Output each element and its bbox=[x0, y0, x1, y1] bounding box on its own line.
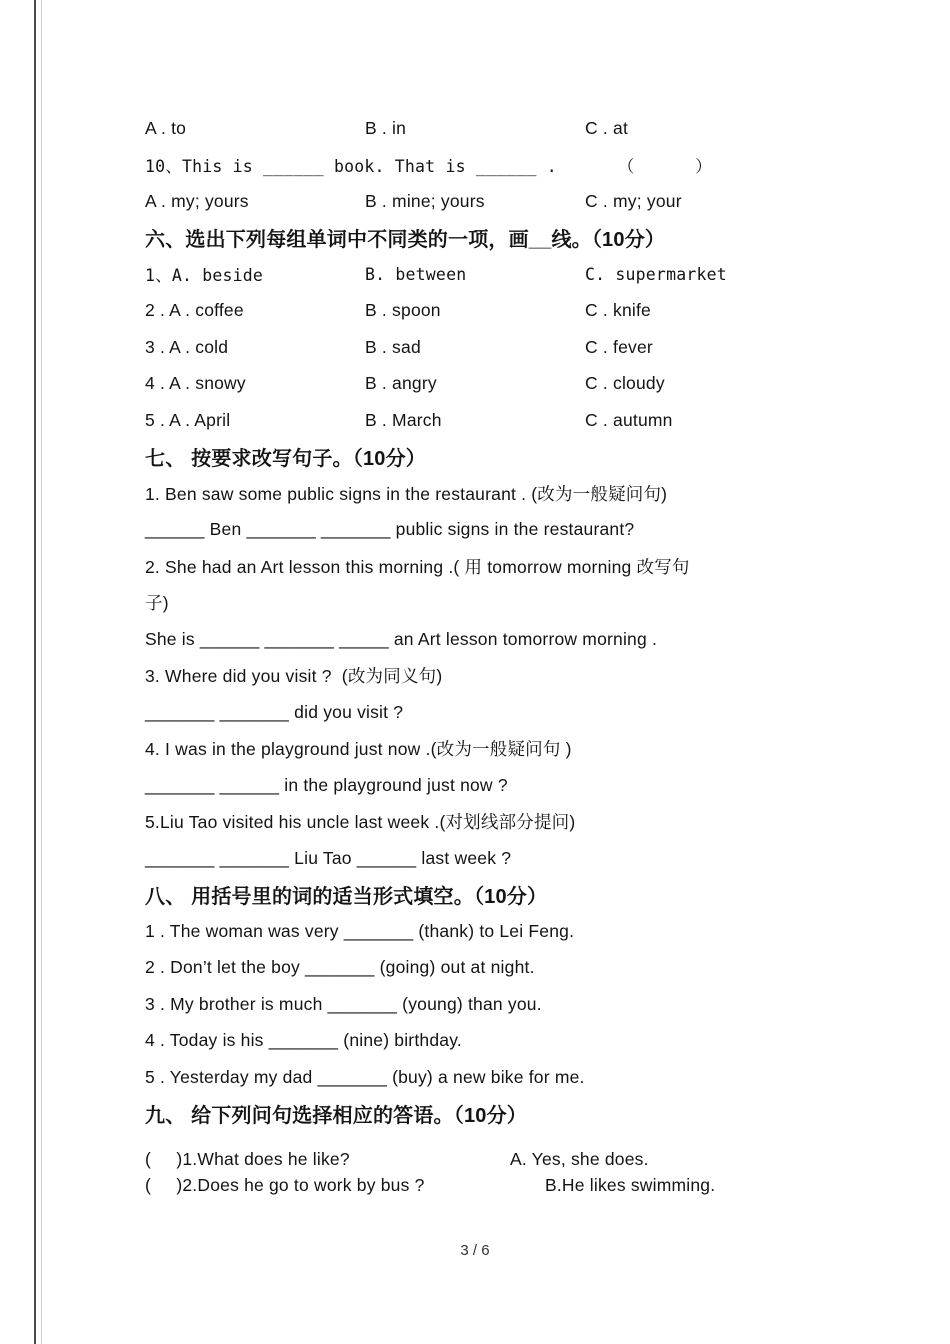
option-b: B . spoon bbox=[365, 300, 441, 321]
question-10-options-row bbox=[145, 183, 817, 220]
matching-question: ( )2.Does he go to work by bus ? bbox=[145, 1174, 425, 1195]
section-7-blank-line-4: _______ ______ in the playground just now ? bbox=[145, 774, 508, 795]
section-6-row-3 bbox=[145, 329, 817, 366]
section-7-blank-line-5: _______ _______ Liu Tao ______ last week ? bbox=[145, 847, 512, 868]
section-9-row-1 bbox=[145, 1146, 817, 1172]
section-7-line-2-wrap: 子) bbox=[145, 593, 169, 614]
option-a: A . to bbox=[145, 117, 187, 138]
section-7-heading: 七、 按要求改写句子。（10分） bbox=[145, 448, 427, 471]
question-9-options-row bbox=[145, 110, 817, 147]
option-c: C . autumn bbox=[585, 409, 673, 430]
option-b: B . in bbox=[365, 117, 407, 138]
option-c: C . my; your bbox=[585, 190, 682, 211]
section-6-row-1 bbox=[145, 256, 817, 293]
option-c: C . fever bbox=[585, 336, 653, 357]
section-7-blank-line-1: ______ Ben _______ _______ public signs in the restaurant? bbox=[145, 519, 635, 540]
section-8-line-1: 1 . The woman was very _______ (thank) to Lei Feng. bbox=[145, 920, 575, 941]
exam-content bbox=[145, 110, 817, 1198]
section-7-blank-line-3: _______ _______ did you visit ? bbox=[145, 701, 404, 722]
section-7-blank-line-2: She is ______ _______ _____ an Art lesson tomorrow morning . bbox=[145, 628, 658, 649]
option-a: 1、A. beside bbox=[145, 266, 264, 286]
option-b: B . March bbox=[365, 409, 442, 430]
matching-answer: B.He likes swimming. bbox=[545, 1174, 716, 1195]
section-8-line-2: 2 . Don’t let the boy _______ (going) out at night. bbox=[145, 957, 535, 978]
option-b: B . mine; yours bbox=[365, 190, 485, 211]
option-a: 4 . A . snowy bbox=[145, 373, 246, 394]
option-a: 5 . A . April bbox=[145, 409, 231, 430]
section-8-line-3: 3 . My brother is much _______ (young) than you. bbox=[145, 993, 542, 1014]
section-6-row-2 bbox=[145, 293, 817, 330]
option-a: 3 . A . cold bbox=[145, 336, 229, 357]
section-8-heading: 八、 用括号里的词的适当形式填空。（10分） bbox=[145, 886, 548, 909]
question-10-stem: 10、This is ______ book. That is ______ . （ ） bbox=[145, 156, 712, 176]
option-c: C. supermarket bbox=[585, 264, 727, 284]
option-c: C . at bbox=[585, 117, 629, 138]
matching-answer: A. Yes, she does. bbox=[510, 1148, 649, 1169]
section-6-row-5 bbox=[145, 402, 817, 439]
section-8-line-4: 4 . Today is his _______ (nine) birthday. bbox=[145, 1030, 462, 1051]
option-b: B . sad bbox=[365, 336, 421, 357]
section-9-heading: 九、 给下列问句选择相应的答语。（10分） bbox=[145, 1105, 528, 1128]
section-7-line-4: 4. I was in the playground just now .(改为一般疑问句 ) bbox=[145, 739, 572, 760]
section-7-line-2: 2. She had an Art lesson this morning .( 用 tomorrow morning 改写句 bbox=[145, 556, 690, 577]
left-margin-line-secondary bbox=[41, 0, 42, 1344]
section-9-row-2 bbox=[145, 1172, 817, 1198]
section-6-row-4 bbox=[145, 366, 817, 403]
option-b: B . angry bbox=[365, 373, 437, 394]
section-7-line-3: 3. Where did you visit ? (改为同义句) bbox=[145, 666, 443, 687]
section-7-line-1: 1. Ben saw some public signs in the restaurant . (改为一般疑问句) bbox=[145, 483, 668, 504]
section-8-line-5: 5 . Yesterday my dad _______ (buy) a new bike for me. bbox=[145, 1066, 585, 1087]
left-margin-line bbox=[34, 0, 36, 1344]
option-b: B. between bbox=[365, 264, 467, 284]
matching-question: ( )1.What does he like? bbox=[145, 1148, 350, 1169]
page-number: 3 / 6 bbox=[460, 1242, 490, 1259]
section-7-line-5: 5.Liu Tao visited his uncle last week .(对划线部分提问) bbox=[145, 812, 576, 833]
option-a: 2 . A . coffee bbox=[145, 300, 244, 321]
option-c: C . cloudy bbox=[585, 373, 665, 394]
option-a: A . my; yours bbox=[145, 190, 249, 211]
section-6-heading: 六、选出下列每组单词中不同类的一项，画__线。（10分） bbox=[145, 229, 666, 252]
option-c: C . knife bbox=[585, 300, 651, 321]
